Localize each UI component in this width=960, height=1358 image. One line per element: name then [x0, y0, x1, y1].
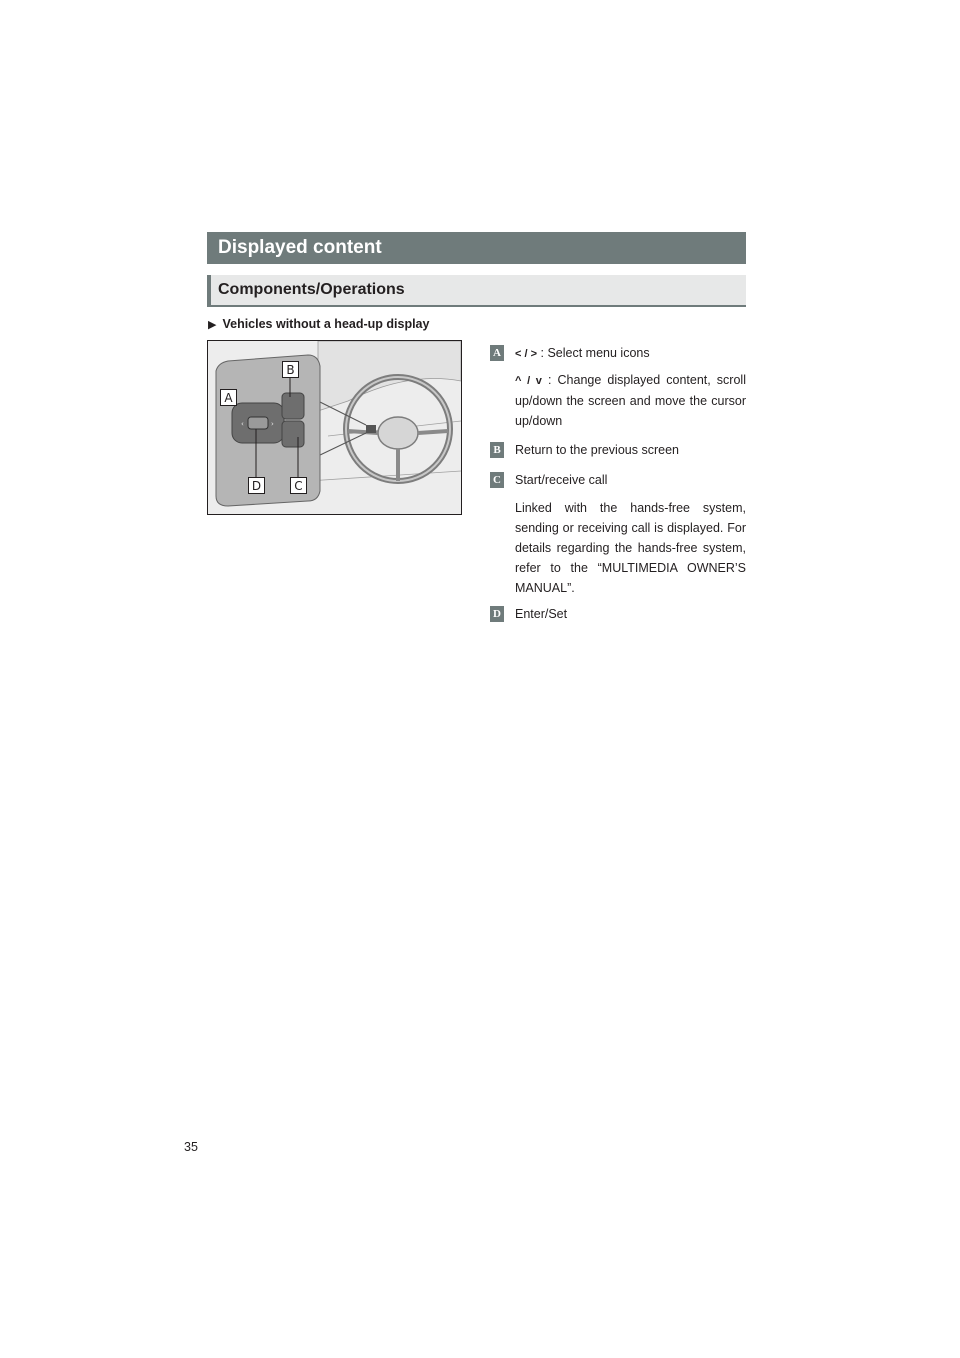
item-c — [490, 470, 746, 598]
left-right-arrow-icon: < / > — [515, 348, 538, 360]
triangle-bullet-icon: ▶ — [208, 319, 217, 331]
item-a-line1-text: : Select menu icons — [540, 346, 650, 360]
subsection-title-banner — [207, 275, 746, 307]
figure-label-b: B — [282, 361, 299, 378]
section-heading — [208, 317, 429, 331]
section-heading-text: Vehicles without a head-up display — [222, 317, 430, 331]
svg-text:‹: ‹ — [241, 420, 244, 428]
item-badge-d: D — [490, 606, 504, 622]
item-d — [490, 604, 746, 624]
item-c-text: Start/receive call — [515, 473, 608, 487]
figure-label-c: C — [290, 477, 307, 494]
svg-text:›: › — [271, 420, 274, 428]
section-title: Displayed content — [218, 237, 382, 258]
item-b — [490, 440, 746, 460]
page-number: 35 — [184, 1140, 198, 1154]
item-a-line2-text: : Change displayed content, scroll up/down the screen and move the cursor up/down — [515, 373, 746, 428]
item-c-detail: Linked with the hands-free system, sending or receiving call is displayed. For details regarding the hands-free system, refer to the “MULTIMEDIA OWNER’S MANUAL”. — [515, 501, 746, 595]
steering-wheel-switch-illustration — [207, 340, 462, 515]
item-badge-c: C — [490, 472, 504, 488]
section-title-banner — [207, 232, 746, 264]
item-b-text: Return to the previous screen — [515, 443, 679, 457]
item-a-line2 — [515, 370, 746, 431]
up-down-arrow-icon: ^ / v — [515, 375, 542, 387]
item-badge-b: B — [490, 442, 504, 458]
item-d-text: Enter/Set — [515, 607, 568, 621]
subsection-title: Components/Operations — [218, 281, 405, 298]
figure-label-a: A — [220, 389, 237, 406]
figure-label-d: D — [248, 477, 265, 494]
item-a — [490, 343, 746, 431]
item-a-line1 — [515, 343, 746, 364]
steering-wheel-drawing — [208, 341, 461, 514]
item-badge-a: A — [490, 345, 504, 361]
